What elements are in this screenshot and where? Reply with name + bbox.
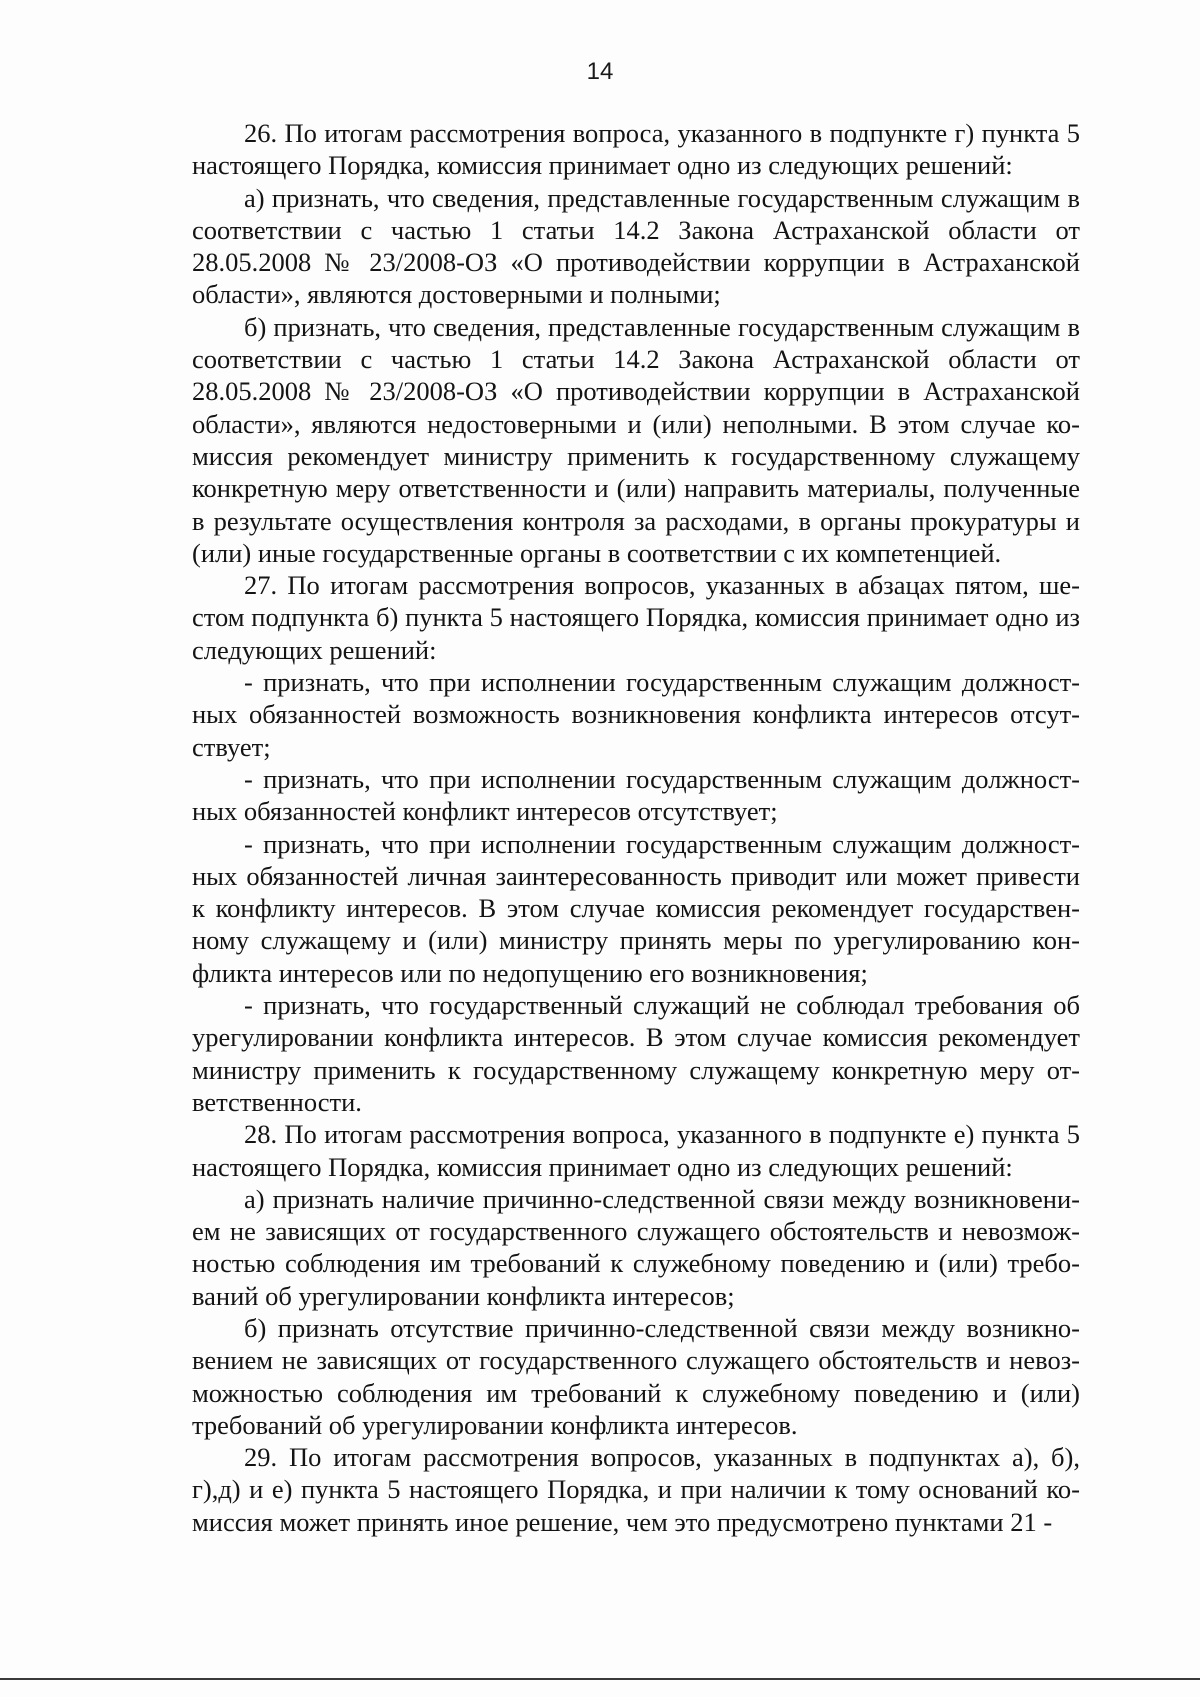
paragraph-27-item-4: - признать, что государственный служащий не соблюдал требования об урегулировании конфликта интересов. В этом случае комиссия рекомендует министру применить к государственному служащему конкретную меру ответственности. (192, 990, 1080, 1117)
page-number: 14 (586, 58, 614, 85)
paragraph-27: 27. По итогам рассмотрения вопросов, указанных в абзацах пятом, шестом подпункта б) пункта 5 настоящего Порядка, комиссия принимает одно из следующих решений: (192, 570, 1080, 665)
scan-bottom-edge (0, 1678, 1200, 1680)
paragraph-28-a: а) признать наличие причинно-следственной связи между возникновением не зависящих от государственного служащего обстоятельств и невозможностью соблюдения им требований к служебному поведению и (или) требований об урегулировании конфликта интересов; (192, 1183, 1080, 1311)
paragraph-26-b: б) признать, что сведения, представленные государственным служащим в соответствии с частью 1 статьи 14.2 Закона Астраханской области от 28.05.2008 № 23/2008-ОЗ «О противодействии коррупции в Астраханской области», являются недостоверными и (или) неполными. В этом случае комиссия рекомендует министру применить к государственному служащему конкретную меру ответственности и (или) направить материалы, полученные в результате осуществления контроля за расходами, в органы прокуратуры и (или) иные государственные органы в соответствии с их компетенцией. (192, 311, 1080, 568)
paragraph-26-a: а) признать, что сведения, представленные государственным служащим в соответствии с частью 1 статьи 14.2 Закона Астраханской области от 28.05.2008 № 23/2008-ОЗ «О противодействии коррупции в Астраханской области», являются достоверными и полными; (192, 182, 1080, 310)
paragraph-27-item-1: - признать, что при исполнении государственным служащим должностных обязанностей возможность возникновения конфликта интересов отсутствует; (192, 667, 1080, 762)
paragraph-27-item-3: - признать, что при исполнении государственным служащим должностных обязанностей личная заинтересованность приводит или может привести к конфликту интересов. В этом случае комиссия рекомендует государственному служащему и (или) министру принять меры по урегулированию конфликта интересов или по недопущению его возникновения; (192, 828, 1080, 988)
paragraph-28: 28. По итогам рассмотрения вопроса, указанного в подпункте е) пункта 5 настоящего Порядка, комиссия принимает одно из следующих решений: (192, 1119, 1080, 1182)
paragraph-27-item-2: - признать, что при исполнении государственным служащим должностных обязанностей конфликт интересов отсутствует; (192, 763, 1080, 827)
document-body (192, 117, 1080, 1538)
paragraph-28-b: б) признать отсутствие причинно-следственной связи между возникновением не зависящих от государственного служащего обстоятельств и невозможностью соблюдения им требований к служебному поведению и (или) требований об урегулировании конфликта интересов. (192, 1312, 1080, 1440)
paragraph-26: 26. По итогам рассмотрения вопроса, указанного в подпункте г) пункта 5 настоящего Порядка, комиссия принимает одно из следующих решений: (192, 118, 1080, 181)
paragraph-29: 29. По итогам рассмотрения вопросов, указанных в подпунктах а), б), г),д) и е) пункта 5 настоящего Порядка, и при наличии к тому оснований комиссия может принять иное решение, чем это предусмотрено пунктами 21 - (192, 1442, 1080, 1537)
